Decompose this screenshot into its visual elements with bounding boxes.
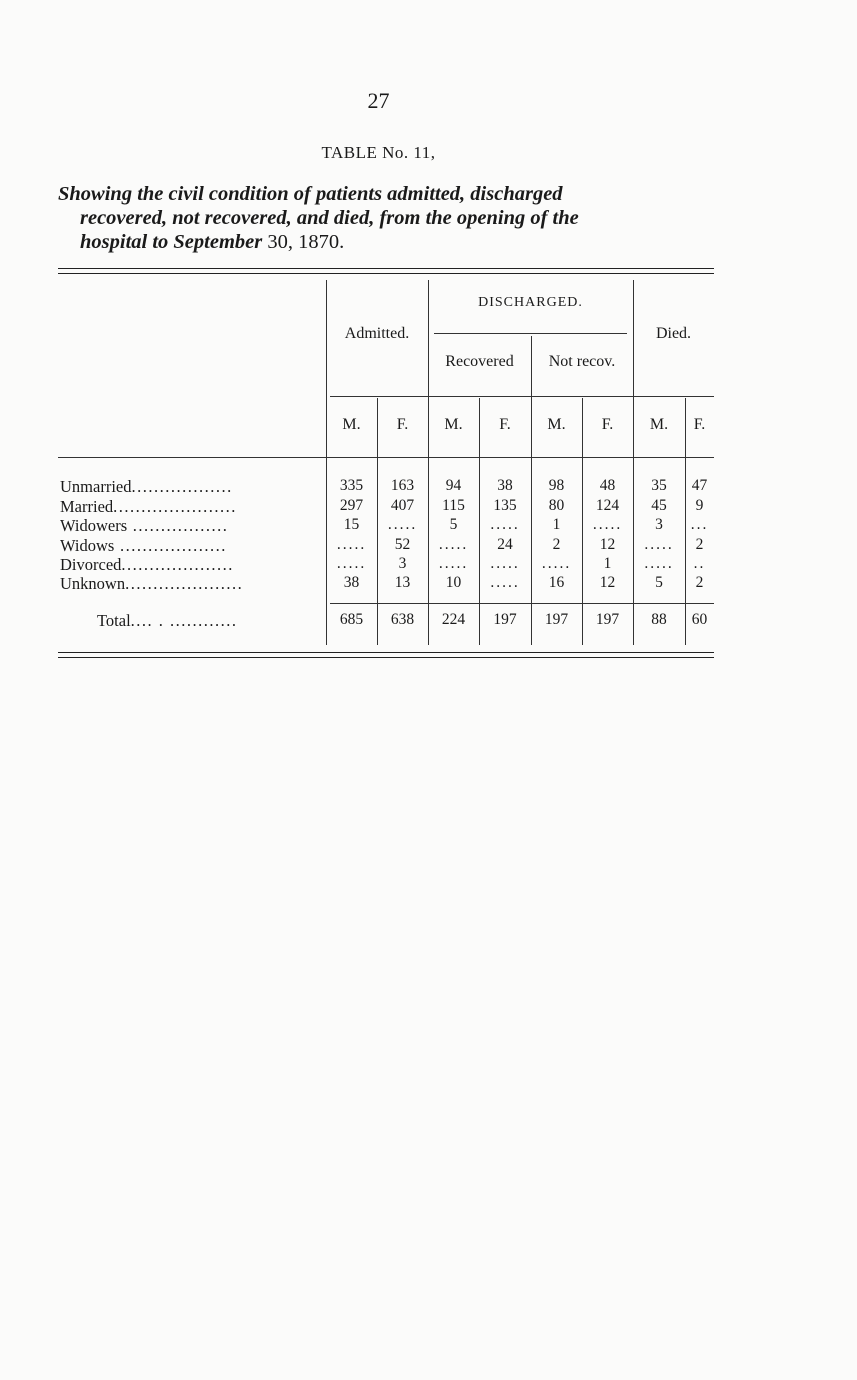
table-row-2-cell: 9: [695, 497, 704, 514]
total-row-cell: 197: [493, 611, 517, 628]
header-admitted: Admitted.: [344, 325, 410, 342]
total-row-cell: 224: [441, 611, 466, 628]
table-row-4-cell: .....: [644, 536, 674, 553]
table-row-3-cell: 3: [655, 516, 663, 533]
discharged-underline: [434, 333, 627, 334]
table-row-5-cell: 3: [398, 555, 407, 572]
header-notrecov-f: F.: [601, 416, 614, 433]
table-row-3-label-text: Widowers: [60, 516, 128, 535]
table-row-2-label: [60, 497, 237, 517]
table-row-4-label-text: Widows: [60, 536, 115, 555]
header-recovered-m: M.: [444, 416, 463, 433]
table-row-6-cell: 13: [394, 574, 411, 591]
table-row-5-cell: ..: [693, 555, 706, 572]
table-row-5-cell: .....: [541, 555, 572, 572]
header-recovered: Recovered: [445, 353, 514, 370]
table-row-2-cell: 124: [595, 497, 620, 514]
caption-line-1: Showing the civil condition of patients admitted, discharged: [58, 183, 563, 205]
header-recovered-f: F.: [499, 416, 511, 433]
table-row-5-cell: .....: [490, 555, 520, 572]
table-row-5-cell: .....: [438, 555, 469, 572]
table-row-2-cell: 297: [339, 497, 364, 514]
table-row-4-cell: 2: [695, 536, 704, 553]
table-row-3-cell: 1: [552, 516, 561, 533]
table-row-5-label: [60, 555, 234, 575]
table-row-1-cell: 94: [445, 477, 462, 494]
table-row-4-cell: .....: [438, 536, 469, 553]
header-admitted-f: F.: [396, 416, 409, 433]
table-row-6-cell: .....: [490, 574, 520, 591]
table-row-5-label-text: Divorced: [60, 555, 122, 574]
header-died-m: M.: [649, 416, 669, 433]
table-row-4-cell: 24: [497, 536, 513, 553]
table-title: TABLE No. 11,: [321, 143, 436, 162]
table-row-3-cell: .....: [490, 516, 520, 533]
total-row-cell: 685: [339, 611, 364, 628]
table-row-6-cell: 10: [445, 574, 462, 591]
header-died-f: F.: [693, 416, 706, 433]
leader-dots: .................: [127, 516, 229, 535]
total-row-cell: 197: [595, 611, 620, 628]
table-row-1-label: [60, 477, 233, 497]
leader-dots: .....................: [125, 574, 244, 593]
table-row-2-cell: 45: [651, 497, 667, 514]
table-row-1-cell: 35: [651, 477, 667, 494]
total-row-cell: 88: [651, 611, 667, 628]
header-notrecov-m: M.: [547, 416, 566, 433]
top-rule-1: [58, 268, 714, 269]
table-row-6-label-text: Unknown: [60, 574, 126, 593]
table-row-5-cell: 1: [603, 555, 612, 572]
table-row-6-cell: 38: [343, 574, 360, 591]
table-row-2-cell: 115: [442, 497, 465, 514]
subheader-line: [330, 396, 714, 397]
total-rule: [330, 603, 714, 604]
total-row-cell: 638: [390, 611, 415, 628]
caption-line-3-italic: hospital to September: [80, 231, 268, 253]
caption-line-2: recovered, not recovered, and died, from the opening of the: [80, 207, 579, 229]
leader-dots: ..................: [131, 477, 233, 496]
caption: [58, 182, 718, 254]
header-died: Died.: [655, 325, 692, 342]
caption-line-3: [58, 230, 718, 254]
table-row-1-cell: 47: [691, 477, 708, 494]
table-row-4-cell: .....: [336, 536, 367, 553]
total-row-label: [97, 611, 238, 631]
top-rule-2: [58, 273, 714, 274]
table-row-2-cell: 407: [390, 497, 415, 514]
table-row-6-cell: 2: [695, 574, 704, 591]
table-row-3-cell: 5: [449, 516, 458, 533]
table-row-4-label: [60, 536, 227, 556]
table-row-3-cell: ...: [690, 516, 709, 533]
page-number: 27: [367, 88, 390, 113]
table-row-6-cell: 12: [599, 574, 616, 591]
table-row-1-cell: 163: [390, 477, 415, 494]
table-row-1-label-text: Unmarried: [60, 477, 132, 496]
table-row-3-cell: .....: [387, 516, 418, 533]
table-row-5-cell: .....: [336, 555, 367, 572]
caption-line-3-date: 30, 1870.: [267, 231, 345, 253]
header-admitted-m: M.: [342, 416, 361, 433]
leader-dots: .... . ............: [130, 611, 238, 630]
table-row-6-cell: 5: [655, 574, 663, 591]
table-row-1-cell: 38: [497, 477, 513, 494]
leader-dots: ....................: [121, 555, 234, 574]
header-bottom-line: [58, 457, 714, 458]
table-row-6-label: [60, 574, 243, 594]
table-row-4-cell: 12: [599, 536, 616, 553]
leader-dots: ...................: [114, 536, 227, 555]
table-row-3-cell: .....: [592, 516, 623, 533]
header-not-recovered: Not recov.: [548, 353, 616, 370]
table-row-3-label: [60, 516, 228, 536]
bottom-rule-1: [58, 652, 714, 653]
table-row-1-cell: 335: [339, 477, 364, 494]
header-discharged: DISCHARGED.: [478, 295, 583, 310]
table-row-6-cell: 16: [548, 574, 565, 591]
table-row-1-cell: 48: [599, 477, 616, 494]
table-row-3-cell: 15: [343, 516, 360, 533]
total-row-cell: 60: [691, 611, 708, 628]
leader-dots: ......................: [113, 497, 237, 516]
bottom-rule-2: [58, 657, 714, 658]
table-row-2-cell: 80: [548, 497, 565, 514]
total-row-cell: 197: [544, 611, 569, 628]
total-row-label-text: Total: [97, 611, 131, 630]
table-row-4-cell: 52: [394, 536, 411, 553]
table-row-4-cell: 2: [552, 536, 561, 553]
table-row-5-cell: .....: [644, 555, 674, 572]
table-row-2-label-text: Married: [60, 497, 114, 516]
table-row-1-cell: 98: [548, 477, 565, 494]
table-row-2-cell: 135: [493, 497, 517, 514]
